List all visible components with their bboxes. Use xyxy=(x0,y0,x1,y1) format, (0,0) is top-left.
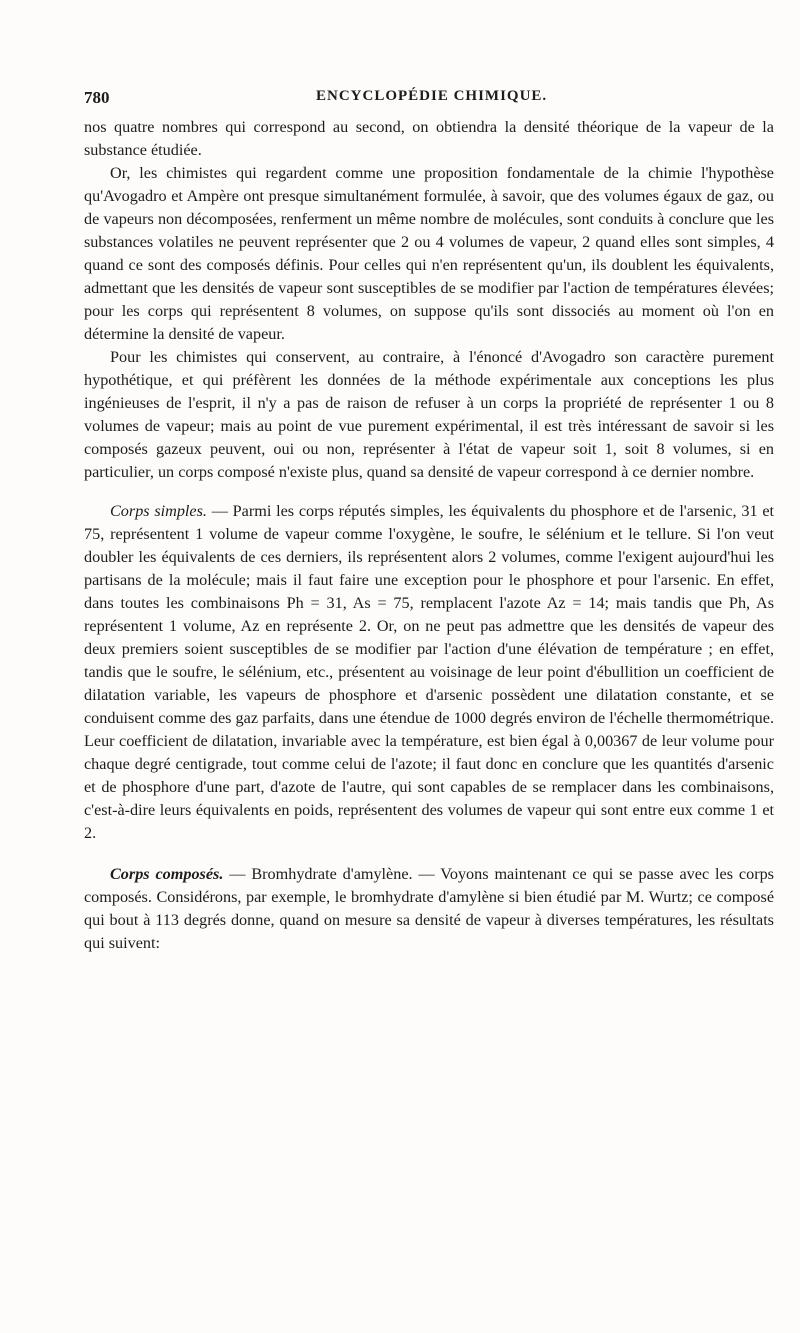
body-text xyxy=(84,116,774,955)
section-heading-corps-composes: Corps composés. xyxy=(110,865,224,883)
running-title: ENCYCLOPÉDIE CHIMIQUE. xyxy=(316,88,548,104)
paragraph-text: Pour les chimistes qui conservent, au contraire, à l'énoncé d'Avogadro son caractère purement hypothétique, et qui préfèrent les données de la méthode expérimentale aux conceptions les plus ingénieuses de l'esprit, il n'y a pas de raison de refuser à un corps la propriété de représenter 1 ou 8 volumes de vapeur; mais au point de vue purement expérimental, il est très intéressant de savoir si les composés gazeux peuvent, oui ou non, représenter à l'état de vapeur soit 1, soit 8 volumes, si en particulier, un corps composé n'existe plus, quand sa densité de vapeur correspond à ce dernier nombre. xyxy=(84,348,774,481)
section-corps-composes xyxy=(84,863,774,955)
paragraph-text: — Parmi les corps réputés simples, les équivalents du phosphore et de l'arsenic, 31 et 75, représentent 1 volume de vapeur comme l'oxygène, le soufre, le sélénium et le tellure. Si l'on veut doubler les équivalents de ces derniers, ils représentent alors 2 volumes, comme l'exigent aujourd'hui les partisans de la molécule; mais il faut faire une exception pour le phosphore et pour l'arsenic. En effet, dans toutes les combinaisons Ph = 31, As = 75, remplacent l'azote Az = 14; mais tandis que Ph, As représentent 1 volume, Az en représente 2. Or, on ne peut pas admettre que les densités de vapeur des deux premiers soient susceptibles de se modifier par l'action d'une élévation de température ; en effet, tandis que le soufre, le sélénium, etc., présentent au voisinage de leur point d'ébullition un coefficient de dilatation variable, les vapeurs de phosphore et d'arsenic possèdent une dilatation constante, et se conduisent comme des gaz parfaits, dans une étendue de 1000 degrés environ de l'échelle thermométrique. Leur coefficient de dilatation, invariable avec la température, est bien égal à 0,00367 de leur volume pour chaque degré centigrade, tout comme celui de l'azote; il faut donc en conclure que les quantités d'arsenic et de phosphore d'une part, d'azote de l'autre, qui sont capables de se remplacer dans les combinaisons, c'est-à-dire leurs équivalents en poids, représentent des volumes de vapeur qui sont entre eux comme 1 et 2. xyxy=(84,502,775,842)
paragraph-continuation xyxy=(84,116,774,162)
paragraph-avogadro-hypothesis xyxy=(84,162,774,346)
paragraph-text: — Bromhydrate d'amylène. — Voyons maintenant ce qui se passe avec les corps composés. Considérons, par exemple, le bromhydrate d'amylène si bien étudié par M. Wurtz; ce composé qui bout à 113 degrés donne, quand on mesure sa densité de vapeur à diverses températures, les résultats qui suivent: xyxy=(84,865,774,952)
paragraph-experimental-view xyxy=(84,346,774,484)
section-heading-corps-simples: Corps simples. xyxy=(110,502,207,520)
running-head xyxy=(84,88,774,110)
paragraph-text: nos quatre nombres qui correspond au second, on obtiendra la densité théorique de la vapeur de la substance étudiée. xyxy=(84,118,774,159)
paragraph-text: Or, les chimistes qui regardent comme une proposition fondamentale de la chimie l'hypothèse qu'Avogadro et Ampère ont presque simultanément formulée, à savoir, que des volumes égaux de gaz, ou de vapeurs non décomposées, renferment un même nombre de molécules, sont conduits à conclure que les substances volatiles ne peuvent représenter que 2 ou 4 volumes de vapeur, 2 quand elles sont simples, 4 quand ce sont des composés définis. Pour celles qui n'en représentent qu'un, ils doublent les équivalents, admettant que les densités de vapeur sont susceptibles de se modifier par l'action de températures élevées; pour les corps qui représentent 8 volumes, on suppose qu'ils sont dissociés au moment où l'on en détermine la densité de vapeur. xyxy=(84,164,774,343)
page-number: 780 xyxy=(84,88,110,107)
section-corps-simples xyxy=(84,500,774,845)
